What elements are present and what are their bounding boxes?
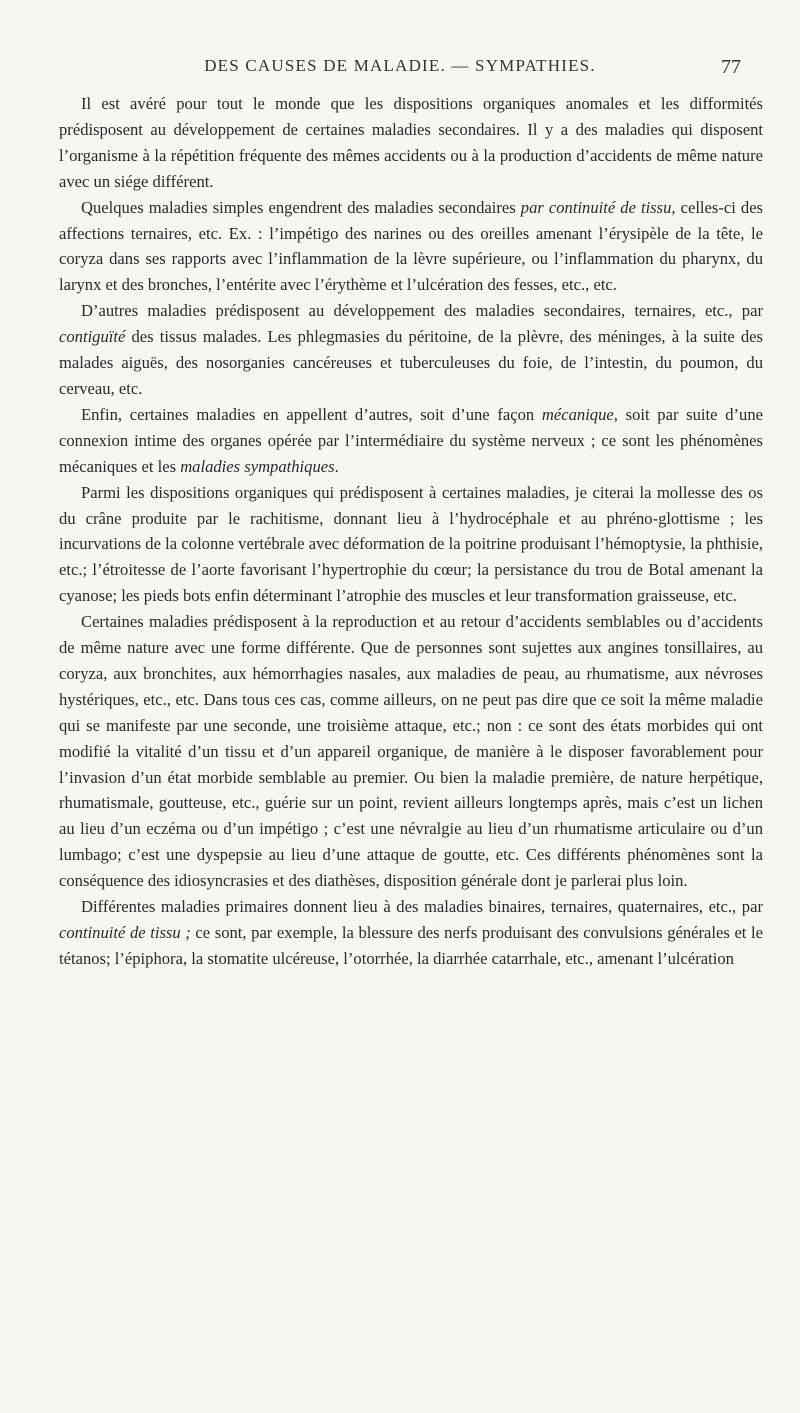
italic-text: mécanique xyxy=(541,404,614,424)
italic-text: par continuité de tissu xyxy=(520,197,672,217)
text-run: Quelques maladies simples engendrent des maladies secondaires xyxy=(81,197,521,217)
text-run: ce sont, par exemple, la blessure des nerfs produisant des convulsions générales et le tétanos; l’épiphora, la stomatite ulcéreuse, l’otorrhée, la diarrhée catarrhale, etc., amenant l’ulcération xyxy=(59,923,763,968)
page-number: 77 xyxy=(721,56,741,78)
italic-text: contiguïté xyxy=(59,327,126,347)
page-header xyxy=(0,56,800,86)
text-run: Différentes maladies primaires donnent lieu à des maladies binaires, ternaires, quaternaires, etc., par xyxy=(81,897,763,917)
italic-text: maladies sympathiques xyxy=(180,456,335,476)
paragraph xyxy=(59,609,763,894)
text-run: des tissus malades. Les phlegmasies du péritoine, de la plèvre, des méninges, à la suite des malades aiguës, des nosorganies cancéreuses et tuberculeuses du foie, de l’intestin, du poumon, du cerveau, etc. xyxy=(59,327,763,398)
paragraph xyxy=(59,480,763,610)
paragraph xyxy=(59,402,763,480)
paragraph xyxy=(59,195,763,299)
text-run: , soit par suite d’une connexion intime des organes opérée par l’intermédiaire du système nerveux ; ce sont les phénomènes mécaniques et les xyxy=(59,404,763,476)
paragraph xyxy=(59,298,763,402)
body-text xyxy=(59,91,763,972)
text-run: D’autres maladies prédisposent au développement des maladies secondaires, ternaires, etc., par xyxy=(81,301,763,321)
text-run: . xyxy=(334,456,339,476)
text-run: Il est avéré pour tout le monde que les dispositions organiques anomales et les difformités prédisposent au développement de certaines maladies secondaires. Il y a des maladies qui disposent l’organisme à la répétition fréquente des mêmes accidents ou à la production d’accidents de même nature avec un siége différent. xyxy=(59,94,763,191)
running-title: DES CAUSES DE MALADIE. — SYMPATHIES. xyxy=(204,56,596,75)
italic-text: continuité de tissu ; xyxy=(59,923,191,942)
text-run: Enfin, certaines maladies en appellent d’autres, soit d’une façon xyxy=(81,404,542,424)
text-run: , celles-ci des affections ternaires, etc. Ex. : l’impétigo des narines ou des oreilles amenant l’érysipèle de la tête, le coryza dans ses rapports avec l’inflammation de la lèvre supérieure, ou l’inflammation du pharynx, du larynx et des bronches, l’entérite avec l’érythème et l’ulcération des fesses, etc., etc. xyxy=(59,197,764,295)
paragraph xyxy=(59,91,763,195)
text-run: Parmi les dispositions organiques qui prédisposent à certaines maladies, je citerai la mollesse des os du crâne produite par le rachitisme, donnant lieu à l’hydrocéphale et au phréno-glottisme ; les incurvations de la colonne vertébrale avec déformation de la poitrine produisant l’hémoptysie, la phthisie, etc.; l’étroitesse de l’aorte favorisant l’hypertrophie du cœur; la persistance du trou de Botal amenant la cyanose; les pieds bots enfin déterminant l’atrophie des muscles et leur transformation graisseuse, etc. xyxy=(59,482,763,606)
text-run: Certaines maladies prédisposent à la reproduction et au retour d’accidents semblables ou d’accidents de même nature avec une forme différente. Que de personnes sont sujettes aux angines tonsillaires, au coryza, aux bronchites, aux hémorrhagies nasales, aux maladies de peau, au rhumatisme, aux névroses hystériques, etc., etc. Dans tous ces cas, comme ailleurs, on ne peut pas dire que ce soit la même maladie qui se manifeste par une seconde, une troisième attaque, etc.; non : ce sont des états morbides qui ont modifié la vitalité d’un tissu et d’un appareil organique, de manière à le disposer favorablement pour l’invasion d’un état morbide semblable au premier. Ou bien la maladie première, de nature herpétique, rhumatismale, goutteuse, etc., guérie sur un point, revient ailleurs longtemps après, mais c’est un lichen au lieu d’un eczéma ou d’un impétigo ; c’est une névralgie au lieu d’un rhumatisme articulaire ou d’un lumbago; c’est une dyspepsie au lieu d’une attaque de goutte, etc. Ces différents phénomènes sont la conséquence des idiosyncrasies et des diathèses, disposition générale dont je parlerai plus loin. xyxy=(59,612,763,891)
paragraph xyxy=(59,894,763,972)
